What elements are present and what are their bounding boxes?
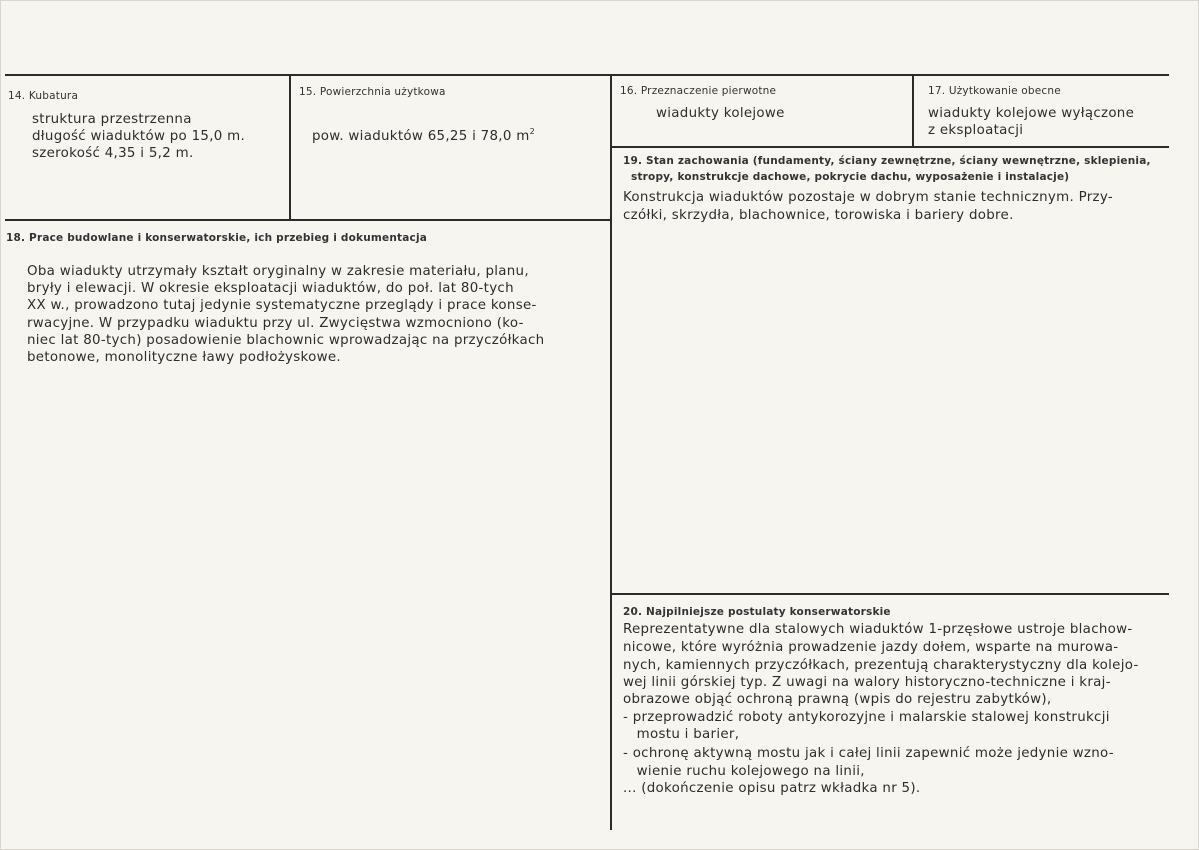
field-16-label: 16. Przeznaczenie pierwotne: [620, 85, 777, 97]
field-20-line-9: wienie ruchu kolejowego na linii,: [623, 764, 865, 779]
field-14-line-3: szerokość 4,35 i 5,2 m.: [32, 146, 194, 161]
field-20-line-5: obrazowe objąć ochroną prawną (wpis do rejestru zabytków),: [623, 692, 1052, 707]
field-20-line-6: - przeprowadzić roboty antykorozyjne i malarskie stalowej konstrukcji: [623, 710, 1110, 725]
field-15-label: 15. Powierzchnia użytkowa: [299, 86, 446, 98]
field-18-line-1: Oba wiadukty utrzymały kształt oryginalny w zakresie materiału, planu,: [27, 264, 529, 279]
field-17-line-1: wiadukty kolejowe wyłączone: [928, 106, 1135, 121]
rule-below-16-17: [612, 146, 1169, 148]
col-divider-14-15: [289, 74, 291, 220]
field-15-text: pow. wiaduktów 65,25 i 78,0 m: [312, 129, 530, 144]
field-18-line-4: rwacyjne. W przypadku wiaduktu przy ul. Zwycięstwa wzmocniono (ko-: [27, 316, 524, 331]
rule-above-20: [612, 593, 1169, 595]
top-rule: [5, 74, 1169, 76]
field-18-line-5: niec lat 80-tych) posadowienie blachownic wprowadzając na przyczółkach: [27, 333, 545, 348]
field-20-line-8: - ochronę aktywną mostu jak i całej linii zapewnić może jedynie wzno-: [623, 746, 1114, 761]
field-19-line-1: Konstrukcja wiaduktów pozostaje w dobrym stanie technicznym. Przy-: [623, 190, 1114, 205]
field-18-line-2: bryły i elewacji. W okresie eksploatacji wiaduktów, do poł. lat 80-tych: [27, 281, 514, 296]
field-15-value: [312, 123, 535, 145]
field-16-value: wiadukty kolejowe: [656, 106, 785, 121]
field-19-label-line-2: stropy, konstrukcje dachowe, pokrycie dachu, wyposażenie i instalacje): [631, 171, 1070, 183]
field-17-label: 17. Użytkowanie obecne: [928, 85, 1061, 97]
field-20-line-3: nych, kamiennych przyczółkach, prezentują charakterystyczny dla kolejo-: [623, 658, 1139, 673]
field-18-line-6: betonowe, monolityczne ławy podłożyskowe.: [27, 350, 341, 365]
field-20-label: 20. Najpilniejsze postulaty konserwatorskie: [623, 606, 891, 618]
field-20-line-4: wej linii górskiej typ. Z uwagi na walory historyczno-techniczne i kraj-: [623, 675, 1111, 690]
field-19-line-2: czółki, skrzydła, blachownice, torowiska i bariery dobre.: [623, 208, 1014, 223]
field-15-unit-exponent: 2: [529, 127, 535, 136]
field-17-line-2: z eksploatacji: [928, 123, 1024, 138]
field-20-line-7: mostu i barier,: [623, 727, 740, 742]
field-14-line-1: struktura przestrzenna: [32, 112, 192, 127]
field-20-line-10: ... (dokończenie opisu patrz wkładka nr 5).: [623, 781, 921, 796]
field-19-label-line-1: 19. Stan zachowania (fundamenty, ściany zewnętrzne, ściany wewnętrzne, sklepienia,: [623, 155, 1151, 167]
field-20-line-1: Reprezentatywne dla stalowych wiaduktów 1-przęsłowe ustroje blachow-: [623, 622, 1133, 637]
field-18-line-3: XX w., prowadzono tutaj jedynie systematyczne przeglądy i prace konse-: [27, 298, 537, 313]
field-18-label: 18. Prace budowlane i konserwatorskie, ich przebieg i dokumentacja: [6, 232, 428, 244]
col-divider-16-17: [912, 74, 914, 147]
main-column-divider: [610, 74, 612, 830]
field-20-line-2: nicowe, które wyróżnia prowadzenie jazdy dołem, wsparte na murowa-: [623, 640, 1119, 655]
field-14-line-2: długość wiaduktów po 15,0 m.: [32, 129, 246, 144]
rule-below-14-15: [5, 219, 612, 221]
field-14-label: 14. Kubatura: [8, 90, 79, 102]
